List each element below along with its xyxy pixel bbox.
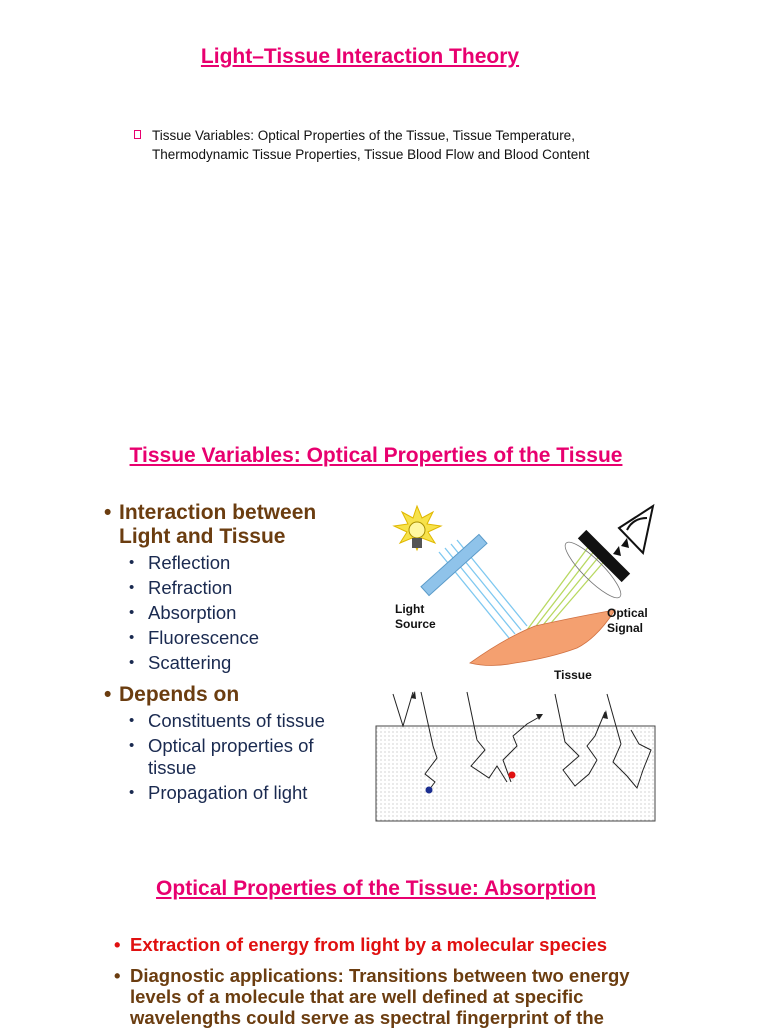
bullet-box-icon [134, 130, 141, 139]
list-item: • Propagation of light [104, 782, 364, 804]
list-item: • Scattering [104, 652, 364, 674]
interaction-heading: • Interaction between Light and Tissue [104, 501, 364, 549]
light-bulb-icon [394, 506, 441, 550]
list-item: • Absorption [104, 602, 364, 624]
list-item: • Constituents of tissue [104, 710, 364, 732]
optical-signal-label: Optical Signal [607, 606, 648, 635]
theory-title: Light–Tissue Interaction Theory [200, 45, 520, 68]
list-item: • Fluorescence [104, 627, 364, 649]
absorber-blue [426, 787, 433, 794]
light-source-label: Light Source [395, 602, 436, 631]
absorption-list [114, 934, 674, 1028]
light-tissue-diagram [375, 498, 665, 828]
list-item: • Reflection [104, 552, 364, 574]
list-item: • Optical properties of tissue [104, 735, 364, 779]
scattering-medium [376, 726, 655, 821]
optical-properties-title: Tissue Variables: Optical Properties of the Tissue [129, 444, 623, 467]
absorber-red [509, 772, 516, 779]
depends-heading: • Depends on [104, 683, 364, 707]
list-item: • Refraction [104, 577, 364, 599]
list-item: • Diagnostic applications: Transitions between two energy levels of a molecule that are well defined at specific wavelengths could serve as spectral fingerprint of the [114, 965, 674, 1028]
tissue-label: Tissue [554, 668, 592, 682]
incident-rays [439, 540, 527, 638]
absorption-title: Optical Properties of the Tissue: Absorption [156, 877, 596, 900]
theory-note-text: Tissue Variables: Optical Properties of the Tissue, Tissue Temperature, Thermodynamic Tissue Properties, Tissue Blood Flow and Blood Content [152, 128, 590, 162]
detector [578, 530, 630, 582]
list-item: • Extraction of energy from light by a molecular species [114, 934, 674, 955]
interaction-list [104, 501, 364, 804]
